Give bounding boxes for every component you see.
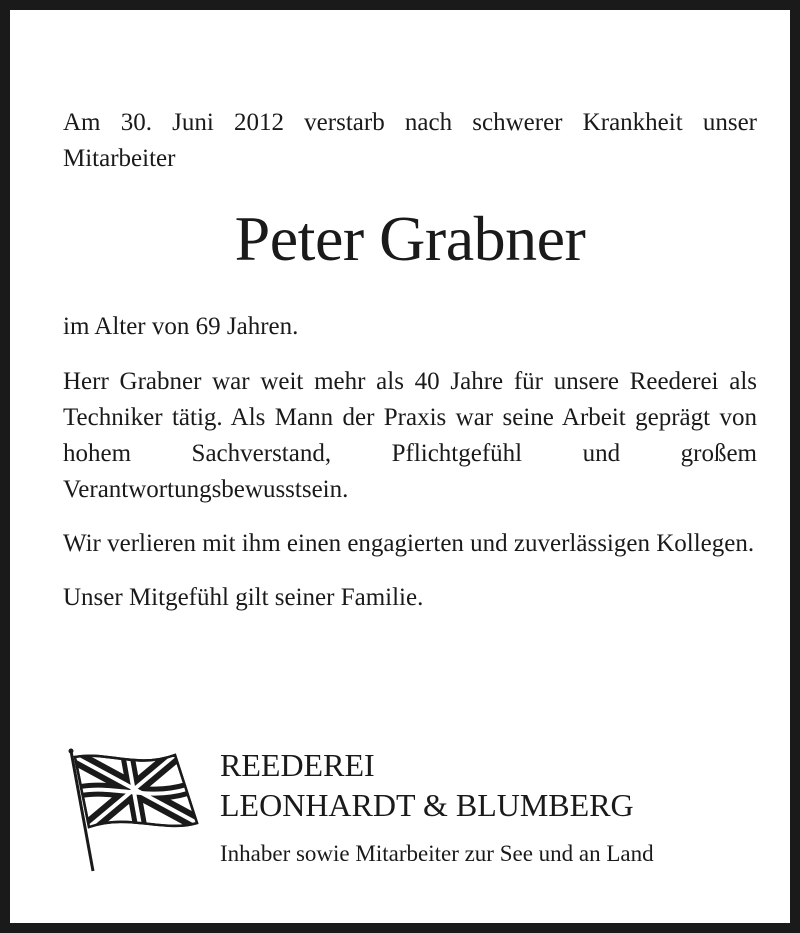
bio-paragraph: Herr Grabner war weit mehr als 40 Jahre für unsere Reederei als Techniker tätig. Als Mann der Praxis war seine Arbeit geprägt von hohem Sachverstand, Pflichtgefühl und großem Verantwortungsbewusstsein. [63, 368, 757, 503]
company-name [220, 745, 654, 869]
intro-paragraph: Am 30. Juni 2012 verstarb nach schwerer Krankheit unser Mitarbeiter [63, 109, 757, 172]
loss-paragraph: Wir verlieren mit ihm einen engagierten und zuverlässigen Kollegen. [63, 530, 755, 557]
company-line-2: LEONHARDT & BLUMBERG [220, 787, 634, 823]
company-subline: Inhaber sowie Mitarbeiter zur See und an Land [220, 841, 654, 866]
obituary-text [63, 105, 757, 616]
age-paragraph: im Alter von 69 Jahren. [63, 313, 299, 340]
sympathy-paragraph: Unser Mitgefühl gilt seiner Familie. [63, 584, 424, 611]
company-line-1: REEDEREI [220, 747, 375, 783]
signature-block [63, 745, 757, 885]
deceased-name: Peter Grabner [234, 203, 586, 274]
flag-icon [67, 747, 201, 875]
